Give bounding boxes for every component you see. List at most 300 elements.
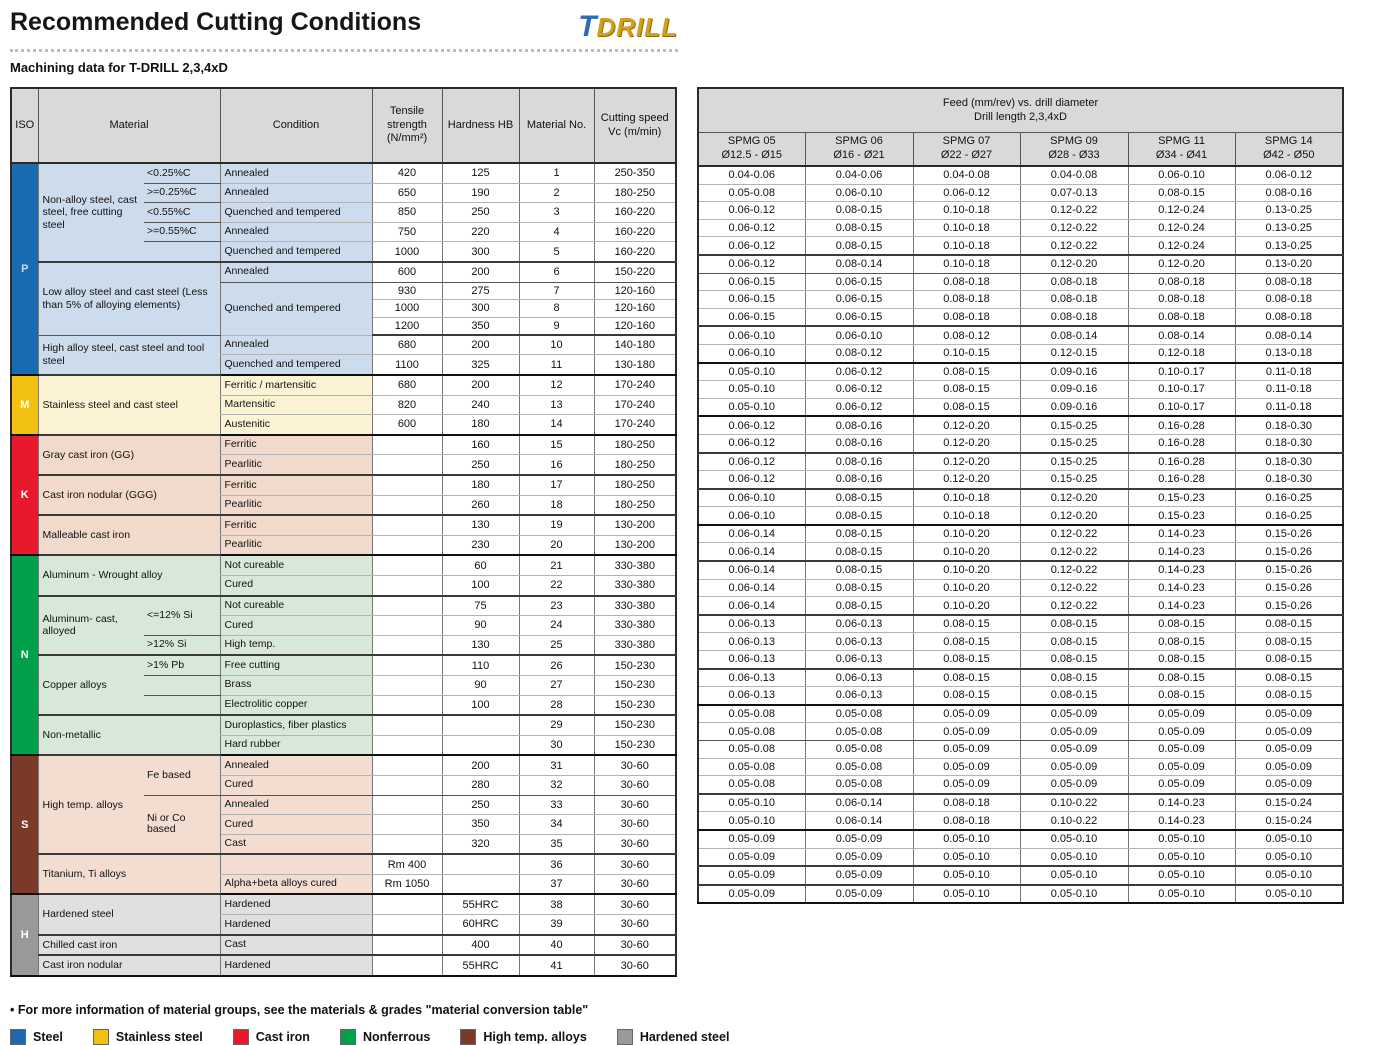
feed-cell: 0.08-0.18	[1128, 308, 1235, 326]
hardness-cell: 180	[442, 415, 519, 435]
hardness-cell: 200	[442, 755, 519, 775]
material-no-cell: 19	[519, 515, 594, 535]
feed-cell: 0.08-0.15	[1128, 669, 1235, 687]
cutting-speed-cell: 130-200	[594, 535, 676, 555]
feed-cell: 0.15-0.26	[1235, 597, 1343, 615]
condition-cell: Duroplastics, fiber plastics	[220, 715, 372, 735]
material-no-cell: 16	[519, 455, 594, 475]
tensile-strength-cell: 600	[372, 415, 442, 435]
legend-item	[93, 1029, 203, 1045]
feed-cell: 0.05-0.10	[913, 848, 1020, 866]
feed-cell: 0.14-0.23	[1128, 794, 1235, 812]
hardness-cell	[442, 715, 519, 735]
cutting-speed-cell: 30-60	[594, 915, 676, 935]
feed-cell: 0.13-0.25	[1235, 237, 1343, 255]
table-row	[698, 812, 1343, 830]
feed-cell: 0.05-0.08	[805, 758, 913, 776]
feed-cell: 0.06-0.13	[698, 687, 805, 705]
table-row	[698, 741, 1343, 759]
hardness-cell: 240	[442, 395, 519, 415]
material-no-cell: 33	[519, 795, 594, 815]
feed-cell: 0.08-0.16	[805, 434, 913, 452]
tensile-strength-cell: Rm 1050	[372, 874, 442, 894]
table-row	[11, 262, 676, 282]
feed-cell: 0.06-0.14	[805, 812, 913, 830]
cutting-speed-cell: 180-250	[594, 495, 676, 515]
condition-cell: High temp.	[220, 635, 372, 655]
tensile-strength-cell	[372, 535, 442, 555]
feed-cell: 0.05-0.09	[1020, 776, 1128, 794]
feed-cell: 0.08-0.18	[1235, 291, 1343, 309]
feed-cell: 0.08-0.15	[1020, 615, 1128, 633]
feed-cell: 0.08-0.15	[805, 219, 913, 237]
feed-cell: 0.08-0.15	[1020, 633, 1128, 651]
feed-cell: 0.05-0.09	[1235, 705, 1343, 723]
feed-cell: 0.10-0.20	[913, 543, 1020, 561]
feed-cell: 0.15-0.26	[1235, 525, 1343, 543]
feed-cell: 0.04-0.06	[698, 166, 805, 184]
feed-cell: 0.05-0.10	[1020, 830, 1128, 848]
material-no-cell: 13	[519, 395, 594, 415]
feed-cell: 0.12-0.22	[1020, 219, 1128, 237]
feed-cell: 0.06-0.12	[698, 202, 805, 220]
feed-cell: 0.08-0.14	[805, 255, 913, 273]
feed-cell: 0.15-0.24	[1235, 794, 1343, 812]
table-row	[698, 651, 1343, 669]
table-row	[698, 363, 1343, 381]
legend-item	[10, 1029, 63, 1045]
feed-cell: 0.06-0.15	[805, 291, 913, 309]
material-no-cell: 29	[519, 715, 594, 735]
legend-label: Steel	[33, 1029, 63, 1044]
cutting-speed-cell: 30-60	[594, 935, 676, 956]
material-sub-cell: <=12% Si	[144, 596, 220, 636]
feed-cell: 0.15-0.24	[1235, 812, 1343, 830]
condition-cell: Annealed	[220, 335, 372, 355]
feed-cell: 0.06-0.12	[698, 255, 805, 273]
iso-group-S: S	[11, 755, 38, 894]
material-sub-cell: >12% Si	[144, 635, 220, 655]
table-row	[698, 166, 1343, 184]
logo-drill: DRILL	[596, 12, 678, 42]
feed-cell: 0.07-0.13	[1020, 184, 1128, 202]
tensile-strength-cell	[372, 435, 442, 455]
feed-cell: 0.12-0.20	[913, 416, 1020, 434]
material-sub-cell	[144, 695, 220, 715]
table-row	[11, 854, 676, 874]
tensile-strength-cell: 1200	[372, 317, 442, 335]
hardness-cell: 160	[442, 435, 519, 455]
feed-cell: 0.05-0.10	[1128, 885, 1235, 904]
feed-cell: 0.08-0.18	[1235, 308, 1343, 326]
feed-cell: 0.06-0.12	[1235, 166, 1343, 184]
legend-item	[233, 1029, 310, 1045]
feed-cell: 0.12-0.18	[1128, 344, 1235, 362]
material-sub-cell: <0.55%C	[144, 203, 220, 223]
material-no-cell: 18	[519, 495, 594, 515]
page-title: Recommended Cutting Conditions	[10, 8, 422, 36]
material-cell: Non-alloy steel, cast steel, free cutting steel	[38, 163, 144, 262]
cutting-speed-cell: 30-60	[594, 854, 676, 874]
table-row	[698, 219, 1343, 237]
feed-cell: 0.06-0.13	[698, 633, 805, 651]
hardness-cell: 100	[442, 695, 519, 715]
machining-table-header	[11, 88, 676, 163]
table-row	[11, 375, 676, 395]
cutting-speed-cell: 330-380	[594, 616, 676, 636]
feed-cell: 0.08-0.15	[805, 237, 913, 255]
feed-cell: 0.05-0.09	[1235, 741, 1343, 759]
feed-cell: 0.12-0.20	[1020, 255, 1128, 273]
material-no-cell: 20	[519, 535, 594, 555]
feed-cell: 0.05-0.08	[805, 705, 913, 723]
feed-cell: 0.05-0.10	[1128, 848, 1235, 866]
feed-cell: 0.09-0.16	[1020, 398, 1128, 416]
hardness-cell	[442, 735, 519, 755]
feed-table-title	[698, 88, 1343, 133]
cutting-speed-cell: 180-250	[594, 183, 676, 203]
material-no-cell: 32	[519, 775, 594, 795]
material-cell: Cast iron nodular (GGG)	[38, 475, 220, 515]
hardness-cell: 350	[442, 815, 519, 835]
cutting-speed-cell: 30-60	[594, 874, 676, 894]
hardness-cell: 125	[442, 163, 519, 183]
condition-cell	[220, 854, 372, 874]
feed-column-header: SPMG 07 Ø22 - Ø27	[913, 133, 1020, 167]
cutting-speed-cell: 120-160	[594, 282, 676, 300]
feed-cell: 0.15-0.25	[1020, 416, 1128, 434]
hardness-cell: 130	[442, 635, 519, 655]
material-cell: Non-metallic	[38, 715, 220, 755]
feed-cell: 0.05-0.08	[805, 741, 913, 759]
feed-cell: 0.05-0.09	[1020, 723, 1128, 741]
material-no-cell: 24	[519, 616, 594, 636]
feed-cell: 0.15-0.25	[1020, 471, 1128, 489]
feed-cell: 0.12-0.20	[1020, 489, 1128, 507]
feed-cell: 0.08-0.18	[1235, 273, 1343, 291]
legend-swatch	[460, 1029, 476, 1045]
material-no-cell: 35	[519, 834, 594, 854]
table-row	[698, 705, 1343, 723]
cutting-speed-cell: 180-250	[594, 455, 676, 475]
table-row	[11, 335, 676, 355]
hardness-cell: 300	[442, 242, 519, 262]
feed-cell: 0.06-0.13	[805, 615, 913, 633]
material-sub-cell: >1% Pb	[144, 655, 220, 675]
table-row	[11, 475, 676, 495]
page-header	[10, 8, 678, 46]
material-cell: Titanium, Ti alloys	[38, 854, 220, 894]
feed-cell: 0.06-0.15	[805, 308, 913, 326]
feed-cell: 0.06-0.12	[698, 219, 805, 237]
hardness-cell: 275	[442, 282, 519, 300]
feed-cell: 0.06-0.12	[698, 237, 805, 255]
feed-cell: 0.05-0.08	[698, 741, 805, 759]
tensile-strength-cell	[372, 815, 442, 835]
cutting-speed-cell: 150-230	[594, 735, 676, 755]
feed-cell: 0.11-0.18	[1235, 398, 1343, 416]
feed-cell: 0.05-0.09	[1128, 741, 1235, 759]
feed-cell: 0.05-0.09	[698, 885, 805, 904]
tensile-strength-cell	[372, 616, 442, 636]
feed-cell: 0.08-0.18	[1128, 273, 1235, 291]
feed-cell: 0.08-0.15	[1128, 651, 1235, 669]
feed-cell: 0.08-0.15	[805, 202, 913, 220]
material-sub-cell	[144, 242, 220, 262]
cutting-speed-cell: 30-60	[594, 755, 676, 775]
legend-label: Stainless steel	[115, 1029, 203, 1044]
feed-cell: 0.15-0.26	[1235, 561, 1343, 579]
cutting-speed-cell: 150-220	[594, 262, 676, 282]
table-row	[698, 202, 1343, 220]
feed-cell: 0.05-0.09	[1128, 723, 1235, 741]
cutting-speed-cell: 170-240	[594, 415, 676, 435]
feed-cell: 0.05-0.10	[913, 830, 1020, 848]
feed-cell: 0.15-0.25	[1020, 453, 1128, 471]
feed-cell: 0.14-0.23	[1128, 812, 1235, 830]
feed-cell: 0.15-0.23	[1128, 507, 1235, 525]
legend-item	[340, 1029, 430, 1045]
material-no-cell: 27	[519, 675, 594, 695]
table-row	[698, 687, 1343, 705]
tensile-strength-cell	[372, 834, 442, 854]
tensile-strength-cell	[372, 495, 442, 515]
material-no-cell: 39	[519, 915, 594, 935]
tensile-strength-cell: 680	[372, 335, 442, 355]
material-sub-cell: Ni or Co based	[144, 795, 220, 854]
tensile-strength-cell: 850	[372, 203, 442, 223]
feed-columns-row	[698, 133, 1343, 167]
table-row	[698, 615, 1343, 633]
feed-table-header	[698, 88, 1343, 166]
feed-cell: 0.05-0.09	[913, 705, 1020, 723]
feed-cell: 0.05-0.08	[698, 705, 805, 723]
table-row	[698, 291, 1343, 309]
hardness-cell: 300	[442, 300, 519, 318]
material-no-cell: 7	[519, 282, 594, 300]
condition-cell: Martensitic	[220, 395, 372, 415]
feed-cell: 0.14-0.23	[1128, 579, 1235, 597]
condition-cell: Ferritic	[220, 475, 372, 495]
cutting-speed-cell: 130-200	[594, 515, 676, 535]
table-row	[698, 669, 1343, 687]
feed-cell: 0.12-0.22	[1020, 202, 1128, 220]
feed-cell: 0.05-0.10	[698, 794, 805, 812]
feed-cell: 0.08-0.16	[805, 453, 913, 471]
material-no-cell: 3	[519, 203, 594, 223]
feed-cell: 0.05-0.08	[698, 776, 805, 794]
condition-cell: Austenitic	[220, 415, 372, 435]
cutting-speed-cell: 330-380	[594, 575, 676, 595]
legend-label: High temp. alloys	[483, 1029, 587, 1044]
condition-cell: Cast	[220, 834, 372, 854]
feed-cell: 0.05-0.08	[698, 723, 805, 741]
feed-cell: 0.08-0.15	[1128, 687, 1235, 705]
tensile-strength-cell	[372, 755, 442, 775]
hardness-cell: 55HRC	[442, 894, 519, 914]
feed-cell: 0.10-0.22	[1020, 812, 1128, 830]
tensile-strength-cell: 1000	[372, 242, 442, 262]
cutting-speed-cell: 150-230	[594, 655, 676, 675]
feed-cell: 0.06-0.10	[805, 326, 913, 344]
feed-cell: 0.05-0.08	[805, 723, 913, 741]
hardness-cell: 280	[442, 775, 519, 795]
logo-t: T	[578, 10, 597, 43]
feed-cell: 0.06-0.10	[698, 326, 805, 344]
feed-cell: 0.05-0.10	[1020, 885, 1128, 904]
material-no-cell: 5	[519, 242, 594, 262]
condition-cell: Quenched and tempered	[220, 355, 372, 375]
material-no-cell: 38	[519, 894, 594, 914]
condition-cell: Brass	[220, 675, 372, 695]
feed-cell: 0.08-0.15	[913, 381, 1020, 399]
feed-cell: 0.14-0.23	[1128, 561, 1235, 579]
material-no-cell: 37	[519, 874, 594, 894]
hardness-cell: 60HRC	[442, 915, 519, 935]
condition-cell: Annealed	[220, 222, 372, 242]
feed-cell: 0.05-0.09	[805, 866, 913, 885]
feed-cell: 0.06-0.12	[805, 398, 913, 416]
table-row	[11, 515, 676, 535]
table-row	[698, 471, 1343, 489]
feed-cell: 0.12-0.24	[1128, 202, 1235, 220]
tensile-strength-cell	[372, 575, 442, 595]
table-row	[698, 525, 1343, 543]
tdrill-logo	[578, 10, 678, 44]
feed-cell: 0.05-0.10	[1235, 866, 1343, 885]
feed-cell: 0.05-0.10	[1235, 848, 1343, 866]
right-table-body	[698, 166, 1343, 903]
feed-cell: 0.08-0.15	[805, 561, 913, 579]
feed-cell: 0.12-0.20	[1128, 255, 1235, 273]
table-row	[11, 755, 676, 775]
cutting-speed-cell: 130-180	[594, 355, 676, 375]
feed-cell: 0.05-0.08	[698, 184, 805, 202]
cutting-speed-cell: 150-230	[594, 715, 676, 735]
hardness-cell: 100	[442, 575, 519, 595]
feed-cell: 0.08-0.15	[805, 507, 913, 525]
tensile-strength-cell	[372, 915, 442, 935]
feed-cell: 0.08-0.18	[913, 308, 1020, 326]
cutting-speed-cell: 160-220	[594, 242, 676, 262]
condition-cell: Alpha+beta alloys cured	[220, 874, 372, 894]
hardness-cell: 350	[442, 317, 519, 335]
feed-cell: 0.10-0.22	[1020, 794, 1128, 812]
feed-cell: 0.11-0.18	[1235, 381, 1343, 399]
feed-cell: 0.08-0.15	[1020, 669, 1128, 687]
table-row	[698, 237, 1343, 255]
table-row	[11, 715, 676, 735]
cutting-speed-cell: 30-60	[594, 775, 676, 795]
hardness-cell: 200	[442, 335, 519, 355]
legend-swatch	[340, 1029, 356, 1045]
feed-cell: 0.12-0.20	[1020, 507, 1128, 525]
tensile-strength-cell	[372, 455, 442, 475]
feed-cell: 0.08-0.18	[913, 273, 1020, 291]
feed-cell: 0.10-0.18	[913, 237, 1020, 255]
material-no-cell: 2	[519, 183, 594, 203]
cutting-speed-cell: 180-250	[594, 435, 676, 455]
feed-cell: 0.06-0.12	[805, 363, 913, 381]
feed-cell: 0.10-0.18	[913, 489, 1020, 507]
cutting-speed-cell: 180-250	[594, 475, 676, 495]
hardness-cell: 250	[442, 455, 519, 475]
material-cell: Chilled cast iron	[38, 935, 220, 956]
feed-cell: 0.16-0.28	[1128, 434, 1235, 452]
feed-cell: 0.05-0.09	[698, 866, 805, 885]
tensile-strength-cell: 600	[372, 262, 442, 282]
feed-cell: 0.13-0.25	[1235, 219, 1343, 237]
feed-cell: 0.08-0.15	[805, 597, 913, 615]
cutting-speed-cell: 170-240	[594, 375, 676, 395]
tensile-strength-cell: 1100	[372, 355, 442, 375]
feed-cell: 0.08-0.12	[805, 344, 913, 362]
feed-cell: 0.05-0.09	[805, 885, 913, 904]
feed-cell: 0.10-0.17	[1128, 398, 1235, 416]
legend-label: Hardened steel	[639, 1029, 730, 1044]
feed-cell: 0.06-0.13	[805, 669, 913, 687]
table-row	[698, 255, 1343, 273]
feed-cell: 0.06-0.12	[698, 453, 805, 471]
hardness-cell: 90	[442, 616, 519, 636]
feed-cell: 0.05-0.09	[1235, 758, 1343, 776]
feed-cell: 0.13-0.25	[1235, 202, 1343, 220]
feed-cell: 0.08-0.16	[805, 416, 913, 434]
feed-cell: 0.10-0.20	[913, 579, 1020, 597]
table-row	[11, 555, 676, 575]
table-row	[698, 398, 1343, 416]
feed-cell: 0.06-0.12	[698, 471, 805, 489]
material-no-cell: 11	[519, 355, 594, 375]
feed-cell: 0.05-0.10	[1235, 830, 1343, 848]
feed-cell: 0.06-0.13	[805, 633, 913, 651]
material-no-cell: 31	[519, 755, 594, 775]
feed-cell: 0.08-0.15	[805, 525, 913, 543]
material-no-cell: 40	[519, 935, 594, 956]
table-row	[698, 326, 1343, 344]
table-row	[11, 955, 676, 976]
feed-cell: 0.10-0.17	[1128, 363, 1235, 381]
material-cell: Stainless steel and cast steel	[38, 375, 220, 435]
hardness-cell: 200	[442, 375, 519, 395]
feed-cell: 0.08-0.15	[913, 633, 1020, 651]
feed-cell: 0.05-0.10	[1020, 866, 1128, 885]
cutting-speed-cell: 330-380	[594, 555, 676, 575]
feed-cell: 0.06-0.15	[698, 291, 805, 309]
feed-cell: 0.08-0.18	[1020, 291, 1128, 309]
condition-cell: Cured	[220, 575, 372, 595]
material-no-cell: 22	[519, 575, 594, 595]
feed-cell: 0.06-0.14	[698, 579, 805, 597]
table-row	[11, 596, 676, 616]
feed-cell: 0.08-0.14	[1128, 326, 1235, 344]
feed-cell: 0.10-0.18	[913, 507, 1020, 525]
hardness-cell: 60	[442, 555, 519, 575]
tensile-strength-cell: 680	[372, 375, 442, 395]
feed-cell: 0.12-0.22	[1020, 543, 1128, 561]
table-row	[698, 866, 1343, 885]
feed-cell: 0.06-0.10	[698, 507, 805, 525]
feed-cell: 0.12-0.20	[913, 453, 1020, 471]
material-cell: High alloy steel, cast steel and tool steel	[38, 335, 220, 375]
material-cell: Hardened steel	[38, 894, 220, 934]
table-row	[698, 579, 1343, 597]
tensile-strength-cell: 420	[372, 163, 442, 183]
tensile-strength-cell: 750	[372, 222, 442, 242]
feed-cell: 0.06-0.15	[805, 273, 913, 291]
feed-cell: 0.08-0.15	[1235, 633, 1343, 651]
feed-cell: 0.08-0.15	[913, 615, 1020, 633]
